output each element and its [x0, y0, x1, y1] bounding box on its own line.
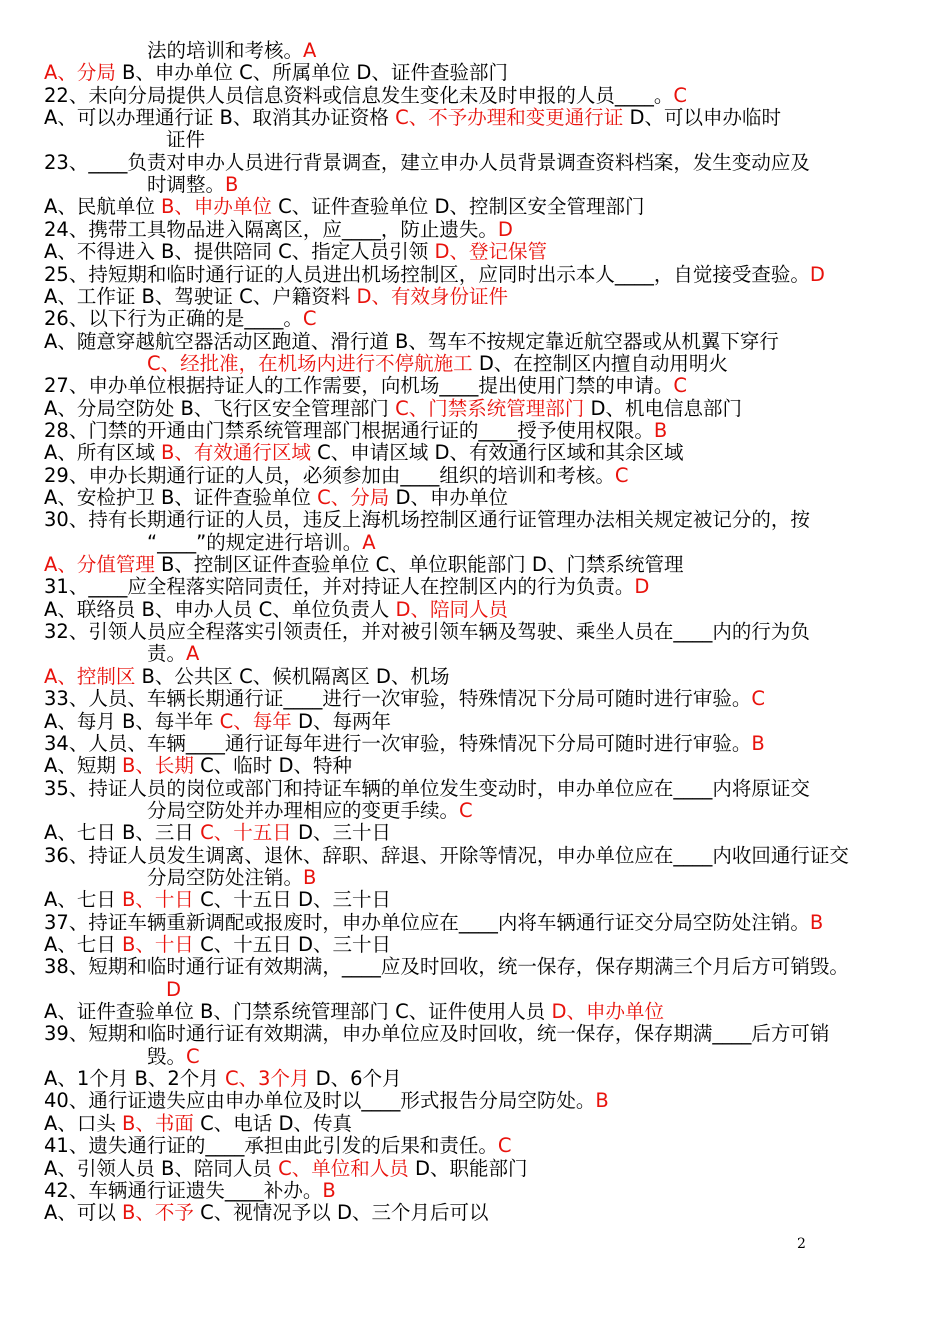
- answer-text: C: [459, 798, 473, 822]
- text-line: [44, 286, 924, 308]
- answer-text: C、经批准，在机场内进行不停航施工: [147, 351, 473, 375]
- question-text: C、十五日 D、三十日: [193, 933, 391, 956]
- question-text: C、视情况予以 D、三个月后可以: [193, 1201, 489, 1225]
- question-text: C、申请区域 D、有效通行区域和其余区域: [310, 441, 684, 465]
- answer-text: B: [809, 910, 824, 934]
- question-text: A、口头: [44, 1111, 123, 1135]
- answer-text: B: [595, 1089, 609, 1113]
- question-text: 39、短期和临时通行证有效期满，申办单位应及时回收，统一保存，保存期满____后方可销: [44, 1022, 830, 1046]
- question-text: B、公共区 C、候机隔离区 D、机场: [135, 664, 450, 688]
- text-line: [147, 800, 927, 822]
- question-text: 25、持短期和临时通行证的人员进出机场控制区，应同时出示本人____，自觉接受查验。: [44, 262, 810, 286]
- answer-text: C: [614, 463, 629, 487]
- question-text: A、七日: [44, 888, 123, 912]
- text-line: [44, 264, 924, 286]
- text-line: [147, 1046, 927, 1068]
- question-text: A、七日 B、三日: [44, 821, 201, 845]
- text-line: [44, 420, 924, 442]
- text-line: [166, 979, 926, 1001]
- question-text: A、随意穿越航空器活动区跑道、滑行道 B、驾车不按规定靠近航空器或从机翼下穿行: [44, 329, 779, 353]
- question-text: A、分局空防处 B、飞行区安全管理部门: [44, 396, 396, 420]
- answer-text: D: [166, 977, 182, 1001]
- answer-text: B: [303, 865, 317, 889]
- text-line: [44, 1180, 924, 1202]
- question-text: 23、____负责对申办人员进行背景调查，建立申办人员背景调查资料档案，发生变动应及: [44, 150, 810, 174]
- text-line: [147, 532, 927, 554]
- question-text: B、申办单位 C、所属单位 D、证件查验部门: [115, 61, 508, 85]
- question-text: A、1个月 B、2个月: [44, 1067, 225, 1091]
- question-text: 28、门禁的开通由门禁系统管理部门根据通行证的____授予使用权限。: [44, 418, 654, 442]
- question-text: A、所有区域: [44, 441, 162, 465]
- text-line: [44, 1001, 924, 1023]
- text-line: [147, 867, 927, 889]
- text-line: [44, 688, 924, 710]
- question-text: 35、持证人员的岗位或部门和持证车辆的单位发生变动时，申办单位应在____内将原证交: [44, 776, 810, 800]
- answer-text: A: [186, 642, 200, 666]
- text-line: [44, 956, 924, 978]
- answer-text: C、不予办理和变更通行证: [395, 106, 624, 130]
- question-text: A、证件查验单位 B、门禁系统管理部门 C、证件使用人员: [44, 1000, 552, 1024]
- question-text: B、控制区证件查验单位 C、单位职能部门 D、门禁系统管理: [154, 553, 684, 577]
- answer-text: B、十日: [122, 933, 194, 956]
- answer-text: D、有效身份证件: [356, 284, 508, 308]
- text-line: [44, 196, 924, 218]
- question-text: 分局空防处注销。: [147, 865, 304, 889]
- question-text: 27、申办单位根据持证人的工作需要，向机场____提出使用门禁的申请。: [44, 374, 674, 398]
- question-text: D、每两年: [291, 709, 391, 733]
- question-text: 22、未向分局提供人员信息资料或信息发生变化未及时申报的人员____。: [44, 83, 674, 107]
- answer-text: B、长期: [122, 754, 194, 778]
- question-text: A、可以办理通行证 B、取消其办证资格: [44, 106, 396, 130]
- question-text: 24、携带工具物品进入隔离区，应____，防止遗失。: [44, 217, 498, 241]
- question-text: 37、持证车辆重新调配或报废时，申办单位应在____内将车辆通行证交分局空防处注销。: [44, 910, 810, 934]
- answer-text: B: [653, 418, 668, 442]
- question-text: D、在控制区内擅自动用明火: [472, 351, 728, 375]
- text-line: [44, 308, 924, 330]
- answer-text: B、不予: [122, 1201, 194, 1225]
- answer-text: D: [809, 262, 825, 286]
- answer-text: B、有效通行区域: [161, 441, 311, 465]
- question-text: A、每月 B、每半年: [44, 709, 220, 733]
- text-line: [44, 107, 924, 129]
- question-text: A、民航单位: [44, 195, 162, 219]
- text-line: [44, 1068, 924, 1090]
- text-line: [44, 666, 924, 688]
- text-line: [147, 643, 927, 665]
- text-line: [44, 576, 924, 598]
- answer-text: A: [303, 39, 317, 62]
- text-line: [44, 487, 924, 509]
- question-text: A、安检护卫 B、证件查验单位: [44, 486, 318, 509]
- question-text: D、申办单位: [389, 486, 508, 509]
- question-text: 毁。: [147, 1044, 187, 1068]
- answer-text: D: [634, 575, 650, 599]
- text-line: [44, 152, 924, 174]
- text-line: [147, 174, 927, 196]
- answer-text: C: [673, 83, 687, 107]
- question-text: A、工作证 B、驾驶证 C、户籍资料: [44, 284, 357, 308]
- question-text: 法的培训和考核。: [147, 39, 304, 62]
- question-text: D、职能部门: [408, 1156, 528, 1180]
- text-line: [44, 822, 924, 844]
- text-line: [44, 912, 924, 934]
- answer-text: B、书面: [122, 1111, 194, 1135]
- question-text: D、三十日: [291, 821, 391, 845]
- answer-text: C: [186, 1044, 200, 1068]
- answer-text: C: [673, 374, 687, 398]
- answer-text: A、分局: [44, 61, 116, 85]
- text-line: [44, 889, 924, 911]
- question-text: C、临时 D、特种: [193, 754, 352, 778]
- text-line: [44, 711, 924, 733]
- question-text: C、电话 D、传真: [193, 1111, 352, 1135]
- question-text: 42、车辆通行证遗失____补办。: [44, 1178, 323, 1202]
- question-text: A、引领人员 B、陪同人员: [44, 1156, 279, 1180]
- text-line: [44, 331, 924, 353]
- answer-text: D、申办单位: [551, 1000, 664, 1024]
- question-text: C、证件查验单位 D、控制区安全管理部门: [271, 195, 645, 219]
- question-text: 31、____应全程落实陪同责任，并对持证人在控制区内的行为负责。: [44, 575, 635, 599]
- text-line: [44, 219, 924, 241]
- text-line: [44, 509, 924, 531]
- question-text: 29、申办长期通行证的人员，必须参加由____组织的培训和考核。: [44, 463, 615, 487]
- text-line: [44, 375, 924, 397]
- text-line: [44, 241, 924, 263]
- answer-text: A、控制区: [44, 664, 136, 688]
- answer-text: C、分局: [317, 486, 390, 509]
- question-text: D、可以申办临时: [623, 106, 781, 130]
- question-text: 32、引领人员应全程落实引领责任，并对被引领车辆及驾驶、乘坐人员在____内的行为负: [44, 620, 810, 644]
- question-text: C、十五日 D、三十日: [193, 888, 391, 912]
- text-line: [44, 1135, 924, 1157]
- question-text: 分局空防处并办理相应的变更手续。: [147, 798, 460, 822]
- question-text: A、可以: [44, 1201, 123, 1225]
- text-line: [44, 1023, 924, 1045]
- text-line: [44, 778, 924, 800]
- text-line: [44, 465, 924, 487]
- answer-text: A: [362, 530, 376, 554]
- question-text: D、6个月: [309, 1067, 402, 1091]
- text-line: [44, 85, 924, 107]
- question-text: A、联络员 B、申办人员 C、单位负责人: [44, 597, 396, 621]
- answer-text: D、陪同人员: [395, 597, 508, 621]
- text-line: [44, 1202, 924, 1224]
- text-line: [147, 40, 927, 62]
- text-line: [44, 934, 924, 956]
- question-text: “____”的规定进行培训。: [147, 530, 363, 554]
- text-line: [44, 1090, 924, 1112]
- page-number: 2: [797, 1236, 806, 1252]
- text-line: [44, 554, 924, 576]
- answer-text: D: [497, 217, 513, 241]
- question-text: 33、人员、车辆长期通行证____进行一次审验，特殊情况下分局可随时进行审验。: [44, 687, 752, 711]
- answer-text: B、申办单位: [161, 195, 272, 219]
- answer-text: B: [322, 1178, 336, 1202]
- text-line: [44, 621, 924, 643]
- question-text: 36、持证人员发生调离、退休、辞职、辞退、开除等情况，申办单位应在____内收回通行证交: [44, 843, 849, 867]
- question-text: 30、持有长期通行证的人员，违反上海机场控制区通行证管理办法相关规定被记分的，按: [44, 508, 810, 532]
- text-line: [44, 1113, 924, 1135]
- question-text: 时调整。: [147, 173, 226, 197]
- answer-text: C、每年: [219, 709, 292, 733]
- answer-text: D、登记保管: [434, 240, 547, 264]
- answer-text: C: [497, 1134, 512, 1158]
- answer-text: C、门禁系统管理部门: [395, 396, 585, 420]
- answer-text: B、十日: [122, 888, 194, 912]
- text-line: [44, 442, 924, 464]
- answer-text: B: [751, 731, 765, 755]
- answer-text: C: [302, 307, 317, 331]
- question-text: 34、人员、车辆____通行证每年进行一次审验，特殊情况下分局可随时进行审验。: [44, 731, 752, 755]
- text-line: [44, 755, 924, 777]
- answer-text: C: [751, 687, 765, 711]
- text-line: [44, 733, 924, 755]
- text-line: [44, 398, 924, 420]
- answer-text: B: [225, 173, 239, 197]
- text-line: [166, 129, 926, 151]
- text-line: [44, 62, 924, 84]
- text-line: [147, 353, 927, 375]
- question-text: A、不得进入 B、提供陪同 C、指定人员引领: [44, 240, 435, 264]
- question-text: 证件: [166, 128, 206, 152]
- answer-text: A、分值管理: [44, 553, 155, 577]
- text-line: [44, 1158, 924, 1180]
- question-text: 38、短期和临时通行证有效期满，____应及时回收，统一保存，保存期满三个月后方可销毁。: [44, 955, 849, 979]
- question-text: 26、以下行为正确的是____。: [44, 307, 303, 331]
- answer-text: C、单位和人员: [278, 1156, 409, 1180]
- answer-text: C、3个月: [224, 1067, 310, 1091]
- text-line: [44, 599, 924, 621]
- question-text: A、短期: [44, 754, 123, 778]
- question-text: 责。: [147, 642, 187, 666]
- question-text: 41、遗失通行证的____承担由此引发的后果和责任。: [44, 1134, 498, 1158]
- text-line: [44, 845, 924, 867]
- question-text: D、机电信息部门: [584, 396, 742, 420]
- question-text: 40、通行证遗失应由申办单位及时以____形式报告分局空防处。: [44, 1089, 596, 1113]
- question-text: A、七日: [44, 933, 123, 956]
- answer-text: C、十五日: [200, 821, 292, 845]
